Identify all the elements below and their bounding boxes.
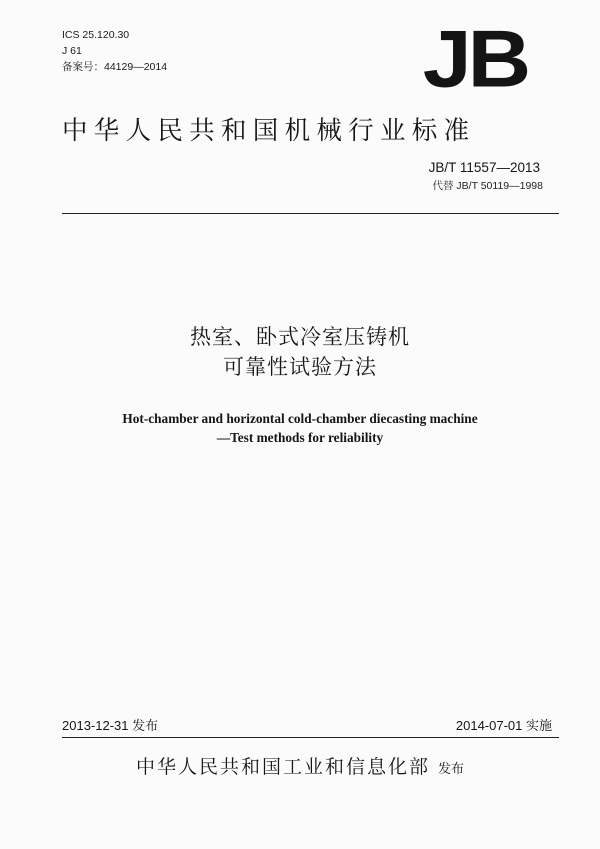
publisher-suffix: 发布 [438,762,465,777]
ccs-code: J 61 [62,45,82,57]
chinese-title-line-2: 可靠性试验方法 [223,355,377,379]
publisher [0,752,600,779]
jb-logo [418,26,533,98]
standard-number: JB/T 11557—2013 [428,160,540,175]
replaced-standard: 代替 JB/T 50119—1998 [432,180,543,192]
english-title-line-2: —Test methods for reliability [216,430,384,445]
classification-codes [62,27,167,75]
header-divider [62,213,559,214]
publish-date: 2013-12-31 发布 [62,718,159,733]
effective-date: 2014-07-01 实施 [455,718,552,733]
footer-divider [62,737,559,738]
ics-code: ICS 25.120.30 [62,29,130,41]
publisher-name: 中华人民共和国工业和信息化部 [135,756,430,778]
chinese-title-line-1: 热室、卧式冷室压铸机 [190,325,410,349]
jb-logo-text: JB [422,26,528,98]
record-number: 备案号：44129—2014 [62,61,168,73]
standard-category-title: 中华人民共和国机械行业标准 [62,116,476,146]
english-title-line-1: Hot-chamber and horizontal cold-chamber diecasting machine [122,411,478,426]
jb-logo-graphic [418,26,533,98]
